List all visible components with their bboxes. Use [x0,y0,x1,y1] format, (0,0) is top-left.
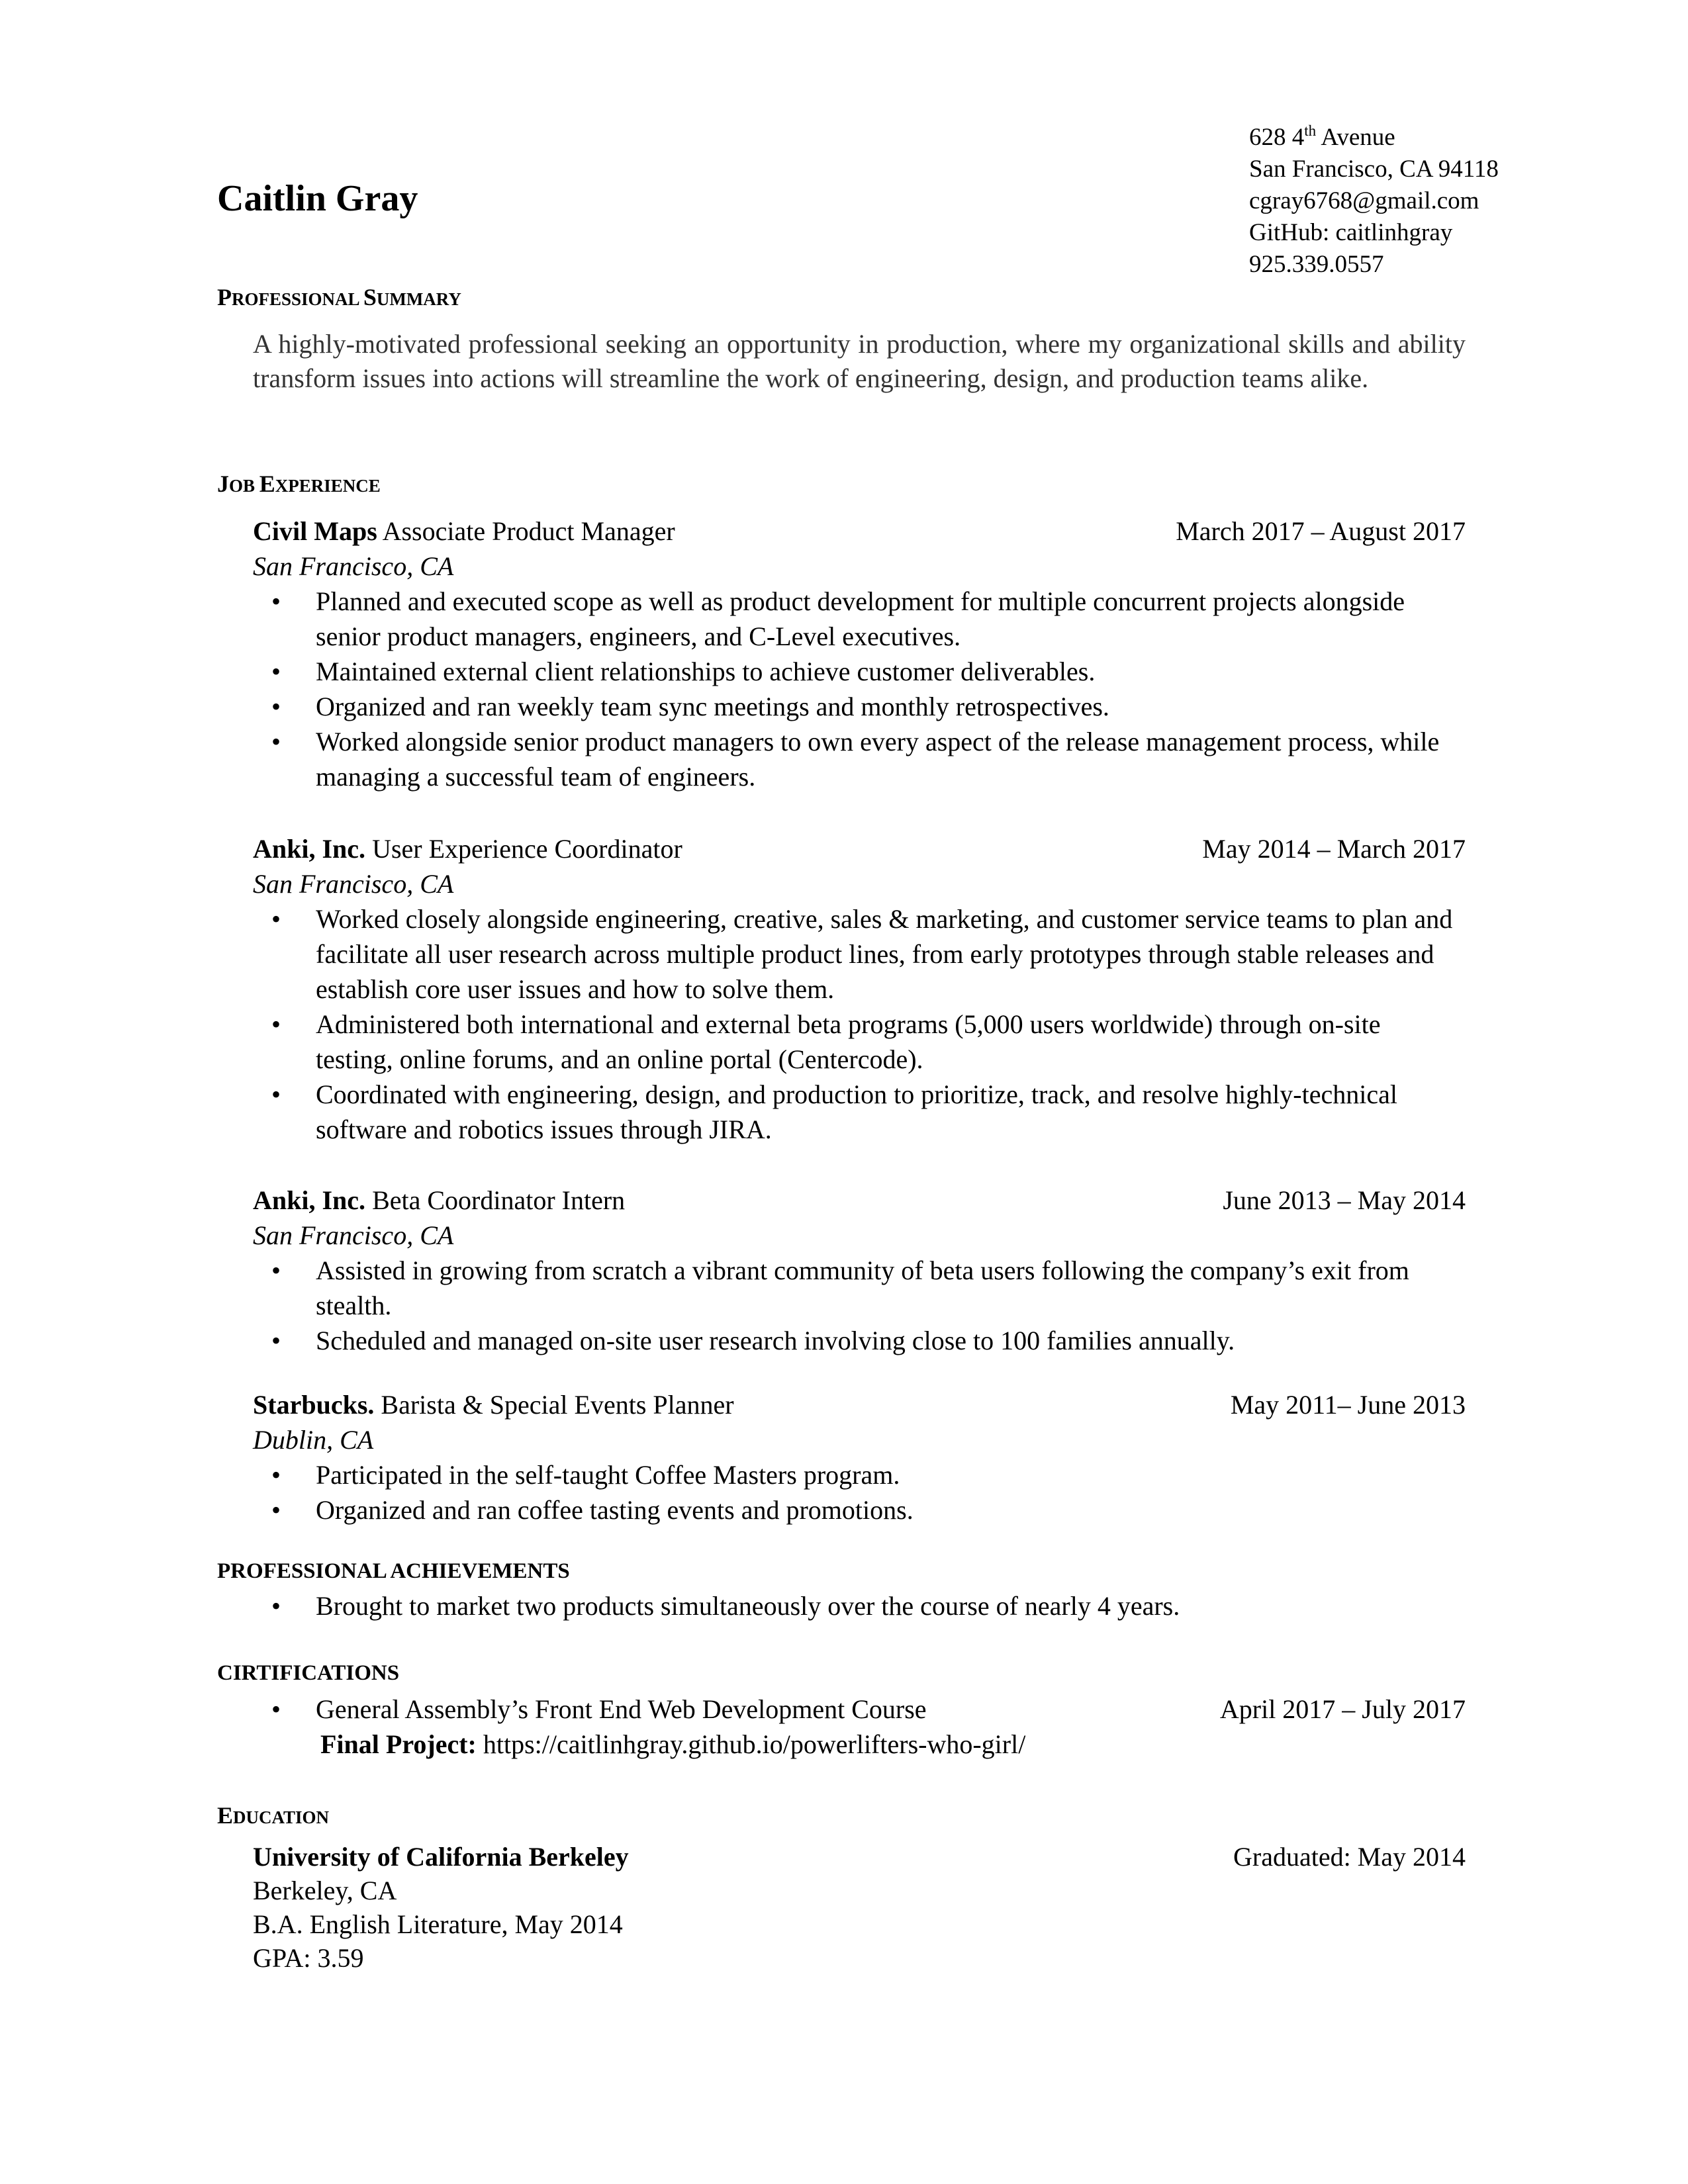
job-dates: May 2011– June 2013 [1230,1390,1466,1420]
job-bullets [253,1253,1466,1358]
school-location: Berkeley, CA [253,1876,397,1905]
certification-entry [253,1692,1466,1762]
final-project-line [253,1727,1466,1762]
job-location: San Francisco, CA [253,551,454,581]
job-header [253,831,1466,866]
summary-text: A highly-motivated professional seeking an opportunity in production, where my organizational skills and ability transform issues into actions will streamline the work of engineering, design, and production teams alike. [253,329,1466,393]
job-title: Barista & Special Events Planner [374,1390,734,1420]
job-dates: March 2017 – August 2017 [1176,516,1466,546]
education-heading: EDUCATION [217,1802,330,1829]
experience-heading: JOB EXPERIENCE [217,471,381,497]
job-entry [253,1387,1466,1527]
school-name: University of California Berkeley [253,1842,629,1872]
job-location: San Francisco, CA [253,869,454,899]
degree: B.A. English Literature, May 2014 [253,1909,623,1939]
company-name: Civil Maps [253,516,377,546]
gpa: GPA: 3.59 [253,1943,364,1973]
bullet-item: • Organized and ran coffee tasting events and promotions. [253,1492,1461,1527]
email-line: cgray6768@gmail.com [1249,187,1479,214]
job-title: Associate Product Manager [377,516,675,546]
achievements-list [253,1588,1466,1623]
job-dates: May 2014 – March 2017 [1202,834,1466,864]
course-name: General Assembly’s Front End Web Development Course [316,1694,927,1724]
job-location: Dublin, CA [253,1425,374,1455]
education-header [253,1840,1466,1874]
certification-dates: April 2017 – July 2017 [1219,1694,1466,1724]
address-line: 628 4th Avenue [1249,122,1395,151]
job-bullets [253,1457,1466,1527]
bullet-item: • Organized and ran weekly team sync meetings and monthly retrospectives. [253,689,1461,724]
company-name: Starbucks. [253,1390,375,1420]
certifications-heading: CIRTIFICATIONS [217,1661,400,1685]
job-location: San Francisco, CA [253,1220,454,1250]
bullet-item: • Scheduled and managed on-site user research involving close to 100 families annually. [253,1323,1461,1358]
bullet-item: • Worked closely alongside engineering, creative, sales & marketing, and customer service teams to plan and facilitate all user research across multiple product lines, from early prototypes through stable releases and establish core user issues and how to solve them. [253,901,1461,1007]
job-header [253,514,1466,549]
graduation-date: Graduated: May 2014 [1233,1842,1466,1872]
company-name: Anki, Inc. [253,834,366,864]
final-project-label: Final Project: [320,1729,477,1759]
company-name: Anki, Inc. [253,1185,366,1215]
job-entry [253,831,1466,1147]
bullet-item: • Brought to market two products simultaneously over the course of nearly 4 years. [253,1588,1461,1623]
job-entry [253,514,1466,794]
education-entry [253,1840,1466,1975]
github-line: GitHub: caitlinhgray [1249,219,1453,246]
phone-line: 925.339.0557 [1249,251,1384,278]
bullet-item: • Assisted in growing from scratch a vibrant community of beta users following the company’s exit from stealth. [253,1253,1461,1323]
contact-block [1249,122,1499,281]
job-header [253,1387,1466,1422]
job-title: Beta Coordinator Intern [365,1185,626,1215]
job-title: User Experience Coordinator [365,834,682,864]
bullet-item: • Participated in the self-taught Coffee Masters program. [253,1457,1461,1492]
achievement-bullets [253,1588,1466,1623]
bullet-item: • Coordinated with engineering, design, and production to prioritize, track, and resolve highly-technical software and robotics issues through JIRA. [253,1077,1461,1147]
candidate-name: Caitlin Gray [217,178,418,219]
job-bullets [253,901,1466,1147]
bullet-item: • Planned and executed scope as well as product development for multiple concurrent projects alongside senior product managers, engineers, and C-Level executives. [253,584,1461,654]
bullet-item: • Worked alongside senior product managers to own every aspect of the release management process, while managing a successful team of engineers. [253,724,1461,794]
bullet-item: • Maintained external client relationships to achieve customer deliverables. [253,654,1461,689]
job-entry [253,1183,1466,1358]
city-line: San Francisco, CA 94118 [1249,156,1499,183]
job-bullets [253,584,1466,794]
achievements-heading: PROFESSIONAL ACHIEVEMENTS [217,1559,570,1583]
job-dates: June 2013 – May 2014 [1223,1185,1466,1215]
final-project-url[interactable]: https://caitlinhgray.github.io/powerlifters-who-girl/ [476,1729,1026,1759]
summary-heading: PROFESSIONAL SUMMARY [217,284,461,310]
job-header [253,1183,1466,1218]
bullet-item: • Administered both international and external beta programs (5,000 users worldwide) through on-site testing, online forums, and an online portal (Centercode). [253,1007,1461,1077]
